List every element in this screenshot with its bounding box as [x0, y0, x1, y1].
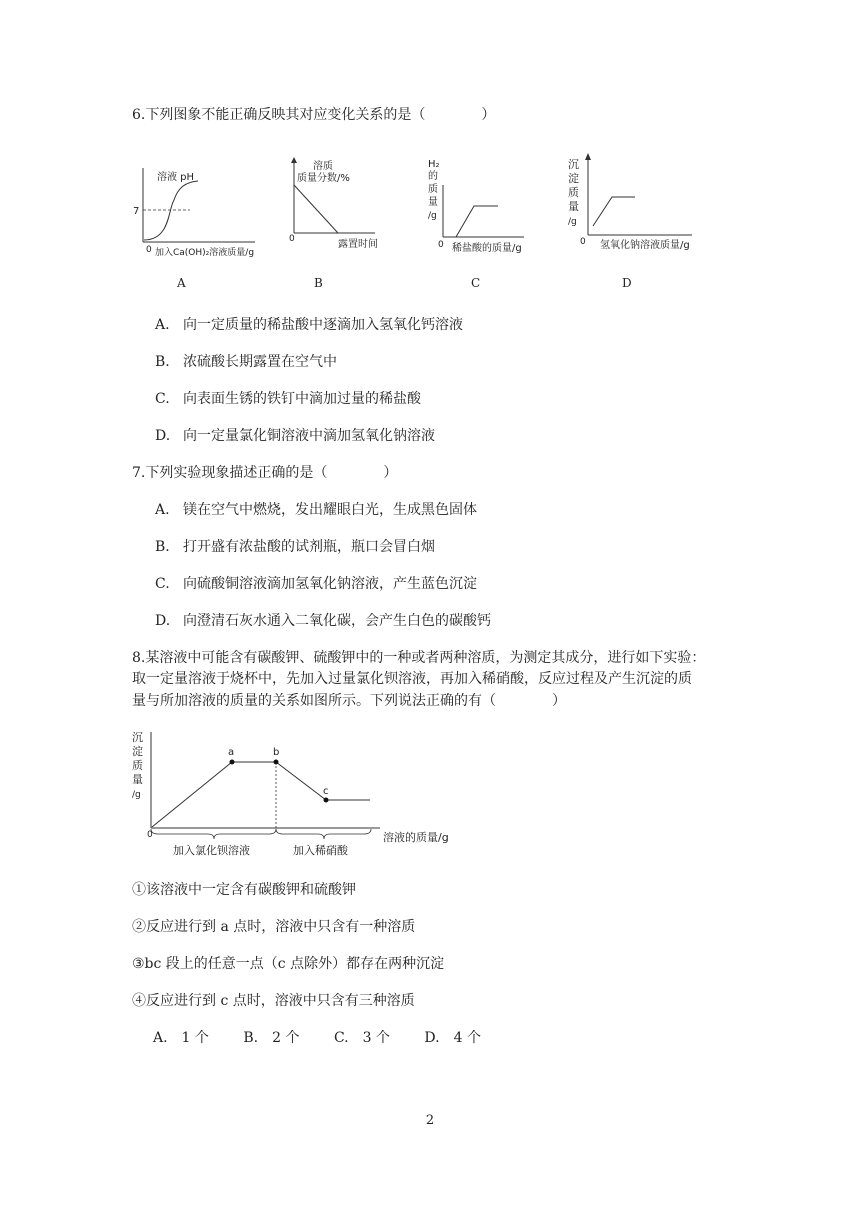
- option-text: 向一定量氯化铜溶液中滴加氢氧化钠溶液: [183, 428, 435, 444]
- q6-figure-c: [424, 155, 544, 255]
- q7-option-c: [155, 574, 477, 594]
- option-text: 向一定质量的稀盐酸中逐滴加入氢氧化钙溶液: [183, 317, 463, 333]
- fig-a-tick-7: 7: [133, 206, 140, 217]
- q8-point-b-label: b: [273, 747, 280, 758]
- option-letter: A.: [155, 317, 170, 333]
- q8-stem-line-2: 取一定量溶液于烧杯中，先加入过量氯化钡溶液，再加入稀硝酸，反应过程及产生沉淀的质: [132, 671, 692, 687]
- q7-option-a: [155, 500, 477, 520]
- fig-b-origin: 0: [289, 234, 295, 244]
- q8-fig-ylabel-2: 淀: [132, 745, 143, 758]
- q6-stem: 6.下列图象不能正确反映其对应变化关系的是（ ）: [132, 107, 496, 123]
- q8-answer-c: C. 3 个: [333, 1030, 390, 1046]
- q8-fig-origin: 0: [147, 830, 153, 840]
- fig-d-ylabel-3: 质: [568, 186, 579, 199]
- fig-d-ylabel-1: 沉: [568, 158, 579, 171]
- q8-point-a-label: a: [228, 747, 235, 758]
- option-text: 向澄清石灰水通入二氧化碳，会产生白色的碳酸钙: [183, 613, 491, 629]
- option-letter: D.: [155, 428, 171, 444]
- fig-c-origin: 0: [438, 240, 444, 250]
- q8-fig-xlabel: 溶液的质量/g: [383, 831, 449, 844]
- fig-d-caption: D: [622, 276, 632, 290]
- q8-statement-4: ④反应进行到 c 点时，溶液中只含有三种溶质: [132, 993, 415, 1009]
- fig-b-caption: B: [314, 276, 323, 290]
- q7-option-b: [155, 537, 435, 557]
- q7-option-d: [155, 611, 491, 631]
- option-letter: B.: [155, 539, 170, 555]
- q8-statement-3: ③bc 段上的任意一点（c 点除外）都存在两种沉淀: [132, 956, 445, 972]
- option-text: 向表面生锈的铁钉中滴加过量的稀盐酸: [183, 391, 421, 407]
- fig-d-ylabel-2: 淀: [568, 172, 579, 185]
- fig-b-ylabel-2: 质量分数/%: [297, 173, 350, 184]
- q8-fig-ylabel-1: 沉: [132, 731, 143, 744]
- option-letter: C.: [155, 391, 170, 407]
- q8-statement-2: ②反应进行到 a 点时，溶液中只含有一种溶质: [132, 919, 416, 935]
- fig-a-origin: 0: [146, 245, 152, 255]
- q6-figure-b: [280, 155, 410, 255]
- q8-fig-seg1-label: 加入氯化钡溶液: [173, 844, 250, 857]
- page-number: 2: [425, 1113, 435, 1128]
- fig-c-ylabel-3: 质: [428, 184, 438, 195]
- q7-stem: 7.下列实验现象描述正确的是（ ）: [132, 465, 398, 481]
- fig-c-ylabel-2: 的: [428, 171, 438, 182]
- fig-a-ylabel: 溶液 pH: [157, 172, 195, 183]
- fig-a-caption: A: [177, 276, 186, 290]
- fig-b-ylabel-1: 溶质: [313, 161, 333, 172]
- fig-c-ylabel-5: /g: [428, 211, 437, 221]
- q8-fig-ylabel-3: 质: [132, 759, 143, 772]
- fig-c-xlabel: 稀盐酸的质量/g: [452, 243, 522, 254]
- q8-answer-b: B. 2 个: [243, 1030, 300, 1046]
- q8-fig-ylabel-5: /g: [132, 790, 141, 800]
- q6-option-c: [155, 389, 421, 409]
- q6-option-b: [155, 352, 337, 372]
- fig-d-ylabel-4: 量: [568, 200, 579, 213]
- fig-b-xlabel: 露置时间: [338, 239, 378, 250]
- q8-fig-seg2-label: 加入稀硝酸: [293, 844, 348, 857]
- q8-figure: [128, 728, 468, 863]
- q8-answer-options: [153, 1028, 511, 1048]
- fig-d-origin: 0: [580, 237, 586, 247]
- fig-d-xlabel: 氢氧化钠溶液质量/g: [600, 240, 690, 251]
- q8-answer-a: A. 1 个: [153, 1030, 209, 1046]
- option-text: 镁在空气中燃烧，发出耀眼白光，生成黑色固体: [183, 502, 477, 518]
- q6-option-a: [155, 315, 463, 335]
- q8-statement-1: ①该溶液中一定含有碳酸钾和硫酸钾: [132, 882, 356, 898]
- fig-a-xlabel: 加入Ca(OH)₂溶液质量/g: [155, 248, 255, 258]
- q6-figure-d: [560, 150, 705, 255]
- q6-option-d: [155, 426, 435, 446]
- option-letter: A.: [155, 502, 170, 518]
- fig-d-ylabel-5: /g: [568, 217, 577, 227]
- q6-figure-a: [130, 160, 265, 270]
- fig-c-caption: C: [471, 276, 481, 290]
- option-text: 打开盛有浓盐酸的试剂瓶，瓶口会冒白烟: [183, 539, 435, 555]
- option-letter: B.: [155, 354, 170, 370]
- fig-c-ylabel-4: 量: [428, 197, 438, 208]
- option-text: 向硫酸铜溶液滴加氢氧化钠溶液，产生蓝色沉淀: [183, 576, 477, 592]
- q8-fig-ylabel-4: 量: [132, 773, 143, 786]
- option-letter: D.: [155, 613, 171, 629]
- q8-answer-d: D. 4 个: [424, 1030, 481, 1046]
- option-text: 浓硫酸长期露置在空气中: [183, 354, 337, 370]
- q8-point-c-label: c: [323, 786, 329, 797]
- q8-stem-line-3: 量与所加溶液的质量的关系如图所示。下列说法正确的有（ ）: [132, 693, 566, 709]
- fig-c-ylabel-1: H₂: [428, 159, 440, 170]
- q8-stem-line-1: 8.某溶液中可能含有碳酸钾、硫酸钾中的一种或者两种溶质，为测定其成分，进行如下实验：: [132, 650, 706, 666]
- option-letter: C.: [155, 576, 170, 592]
